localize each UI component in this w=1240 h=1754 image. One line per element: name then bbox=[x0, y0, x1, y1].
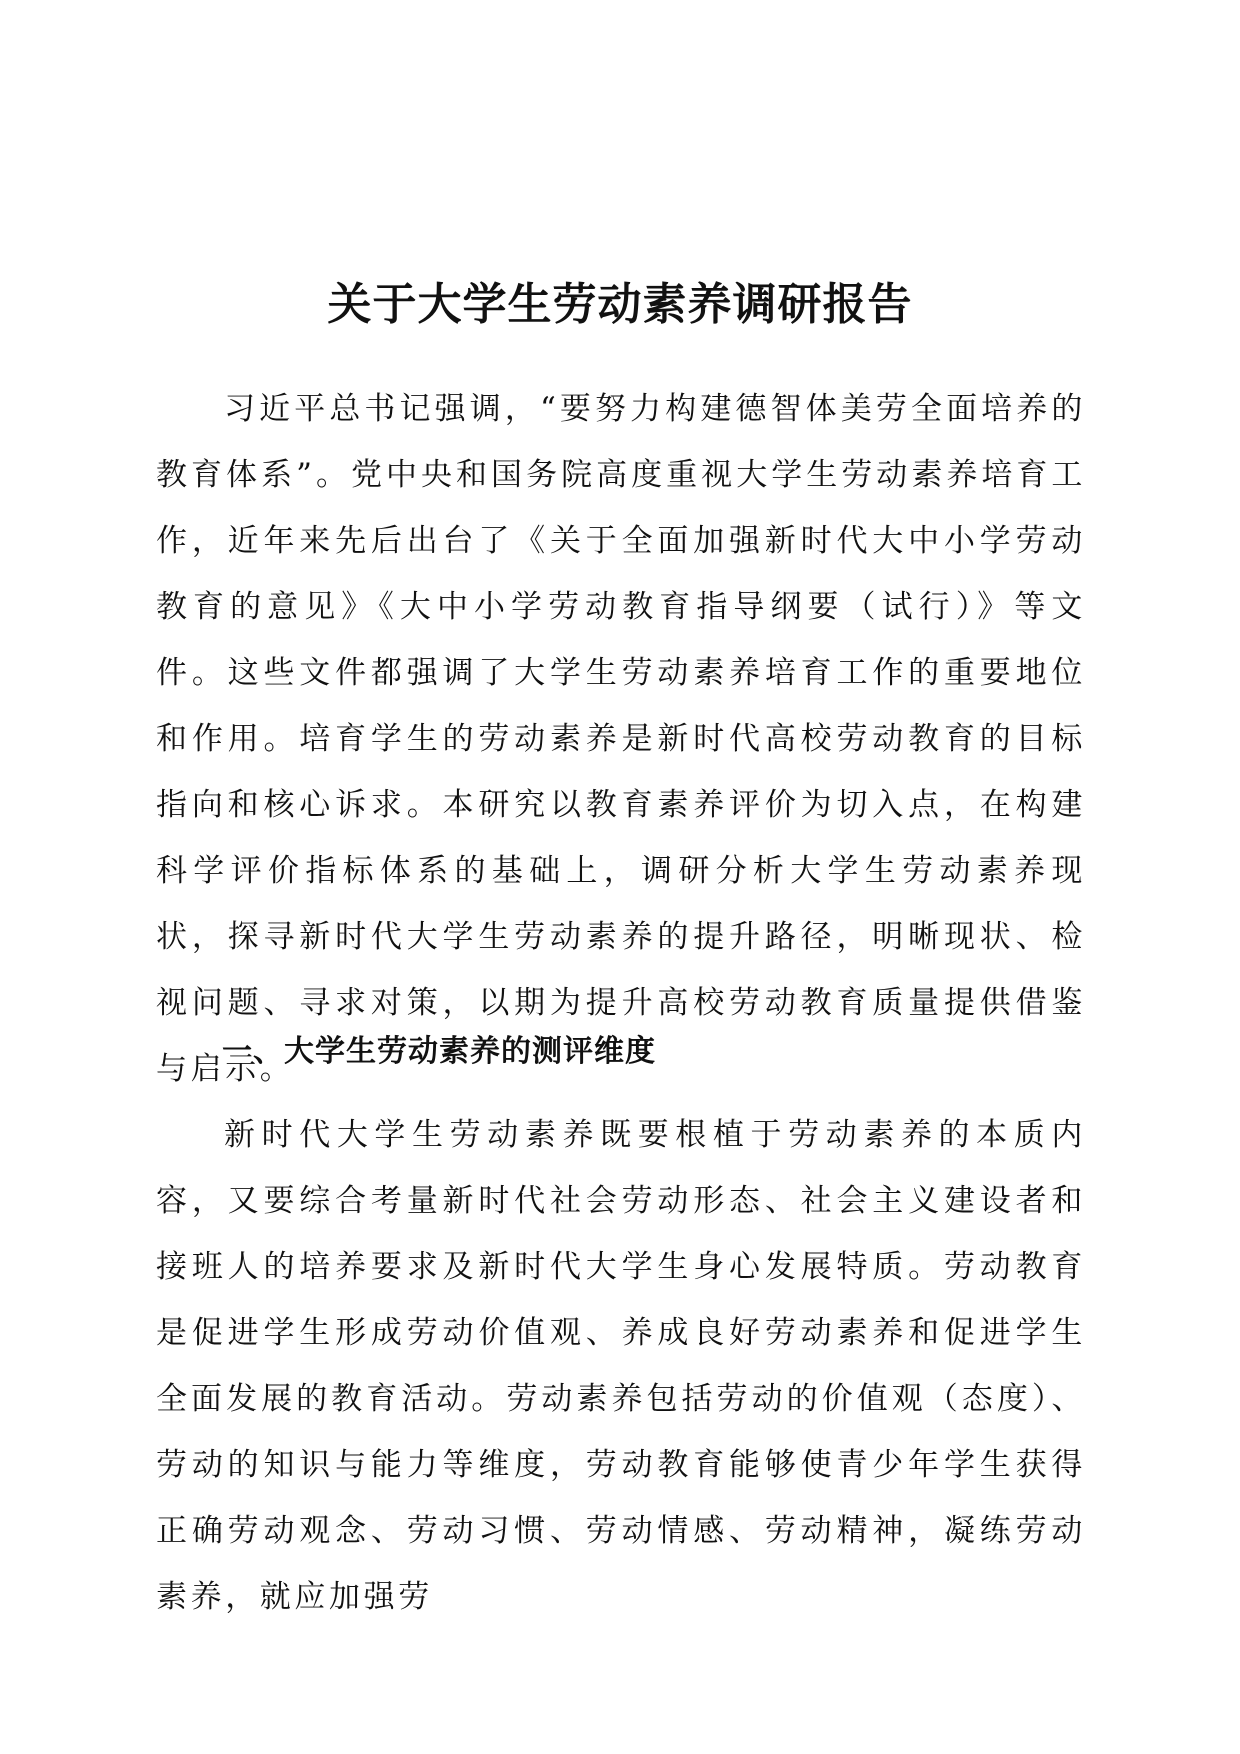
document-title: 关于大学生劳动素养调研报告 bbox=[327, 279, 913, 331]
section-heading: 一、大学生劳动素养的测评维度 bbox=[222, 1034, 656, 1069]
intro-paragraph: 习近平总书记强调，“要努力构建德智体美劳全面培养的教育体系”。党中央和国务院高度重视大学生劳动素养培育工作，近年来先后出台了《关于全面加强新时代大中小学劳动教育的意见》《大中小学劳动教育指导纲要（试行）》等文件。这些文件都强调了大学生劳动素养培育工作的重要地位和作用。培育学生的劳动素养是新时代高校劳动教育的目标指向和核心诉求。本研究以教育素养评价为切入点，在构建科学评价指标体系的基础上，调研分析大学生劳动素养现状，探寻新时代大学生劳动素养的提升路径，明晰现状、检视问题、寻求对策，以期为提升高校劳动教育质量提供借鉴与启示。 bbox=[156, 391, 1086, 1087]
section-paragraph: 新时代大学生劳动素养既要根植于劳动素养的本质内容，又要综合考量新时代社会劳动形态、社会主义建设者和接班人的培养要求及新时代大学生身心发展特质。劳动教育是促进学生形成劳动价值观、养成良好劳动素养和促进学生全面发展的教育活动。劳动素养包括劳动的价值观（态度）、劳动的知识与能力等维度，劳动教育能够使青少年学生获得正确劳动观念、劳动习惯、劳动情感、劳动精神，凝练劳动素养，就应加强劳 bbox=[156, 1117, 1086, 1615]
